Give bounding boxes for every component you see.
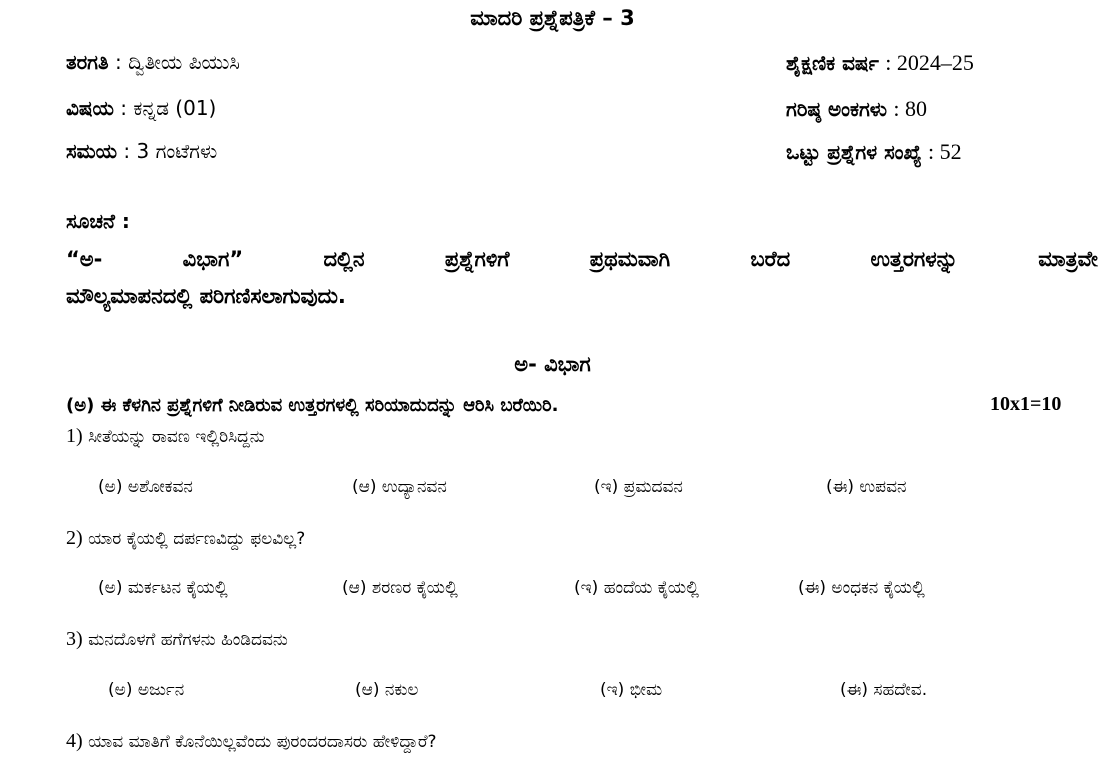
question-number: 4): [66, 730, 83, 752]
note-word: ವಿಭಾಗ”: [182, 247, 244, 271]
question-number: 2): [66, 527, 83, 549]
q2-option-a: (ಅ) ಮರ್ಕಟನ ಕೈಯಲ್ಲಿ: [98, 578, 228, 598]
question-number: 1): [66, 425, 83, 447]
q1-option-d: (ಈ) ಉಪವನ: [826, 477, 907, 497]
question-1: [66, 425, 265, 448]
q3-option-b: (ಆ) ನಕುಲ: [355, 680, 419, 700]
note-word: ಬರೆದ: [750, 247, 791, 271]
section-instruction: (ಅ) ಈ ಕೆಳಗಿನ ಪ್ರಶ್ನೆಗಳಿಗೆ ನೀಡಿರುವ ಉತ್ತರಗಳಲ್ಲಿ ಸರಿಯಾದುದನ್ನು ಆರಿಸಿ ಬರೆಯಿರಿ.: [66, 395, 559, 416]
note-line-2: ಮೌಲ್ಯಮಾಪನದಲ್ಲಿ ಪರಿಗಣಿಸಲಾಗುವುದು.: [66, 284, 346, 308]
subject-value: : ಕನ್ನಡ (01): [120, 96, 217, 120]
class-value: : ದ್ವಿತೀಯ ಪಿಯುಸಿ: [114, 50, 240, 74]
question-4: [66, 730, 437, 753]
max-marks-label: ಗರಿಷ್ಠ ಅಂಕಗಳು: [786, 97, 888, 121]
note-word: ಪ್ರಶ್ನೆಗಳಿಗೆ: [444, 247, 510, 271]
q3-option-c: (ಇ) ಭೀಮ: [600, 680, 663, 700]
question-text: ಯಾವ ಮಾತಿಗೆ ಕೊನೆಯಿಲ್ಲವೆಂದು ಪುರಂದರದಾಸರು ಹೇಳಿದ್ದಾರೆ?: [88, 732, 437, 752]
q2-option-d: (ಈ) ಅಂಧಕನ ಕೈಯಲ್ಲಿ: [798, 578, 925, 598]
note-word: ಮಾತ್ರವೇ: [1038, 247, 1098, 271]
question-number: 3): [66, 628, 83, 650]
academic-year-field: [786, 50, 974, 76]
paper-title: ಮಾದರಿ ಪ್ರಶ್ನೆಪತ್ರಿಕೆ – 3: [470, 6, 635, 30]
q1-option-c: (ಇ) ಪ್ರಮದವನ: [594, 477, 683, 497]
subject-label: ವಿಷಯ: [66, 96, 114, 120]
question-text: ಸೀತೆಯನ್ನು ರಾವಣ ಇಲ್ಲಿರಿಸಿದ್ದನು: [88, 427, 265, 447]
max-marks-value: : 80: [893, 96, 928, 121]
section-title: ಅ- ವಿಭಾಗ: [514, 352, 591, 376]
question-text: ಮನದೊಳಗೆ ಹಗೆಗಳನು ಹಿಂಡಿದವನು: [88, 630, 288, 650]
note-word: ಪ್ರಥಮವಾಗಿ: [589, 247, 671, 271]
academic-year-value: : 2024–25: [885, 50, 974, 75]
note-word: “ಅ-: [66, 247, 103, 271]
q3-option-d: (ಈ) ಸಹದೇವ.: [840, 680, 928, 700]
question-2: [66, 527, 305, 550]
q3-option-a: (ಅ) ಅರ್ಜುನ: [108, 680, 185, 700]
time-value: : 3 ಗಂಟೆಗಳು: [123, 139, 218, 163]
note-heading: ಸೂಚನೆ :: [66, 209, 130, 233]
total-questions-field: [786, 139, 962, 165]
section-marks: 10x1=10: [990, 393, 1062, 415]
total-questions-label: ಒಟ್ಟು ಪ್ರಶ್ನೆಗಳ ಸಂಖ್ಯೆ: [786, 140, 922, 164]
note-word: ದಲ್ಲಿನ: [323, 247, 365, 271]
class-label: ತರಗತಿ: [66, 50, 109, 74]
q2-option-c: (ಇ) ಹಂದೆಯ ಕೈಯಲ್ಲಿ: [574, 578, 699, 598]
question-3: [66, 628, 288, 651]
max-marks-field: [786, 96, 927, 122]
class-field: [66, 50, 240, 74]
academic-year-label: ಶೈಕ್ಷಣಿಕ ವರ್ಷ: [786, 51, 879, 75]
time-label: ಸಮಯ: [66, 139, 118, 163]
q1-option-a: (ಅ) ಅಶೋಕವನ: [98, 477, 193, 497]
q1-option-b: (ಆ) ಉದ್ಯಾನವನ: [352, 477, 447, 497]
time-field: [66, 139, 217, 163]
subject-field: [66, 96, 216, 120]
note-word: ಉತ್ತರಗಳನ್ನು: [870, 247, 958, 271]
total-questions-value: : 52: [928, 139, 962, 164]
question-text: ಯಾರ ಕೈಯಲ್ಲಿ ದರ್ಪಣವಿದ್ದು ಫಲವಿಲ್ಲ?: [88, 529, 306, 549]
q2-option-b: (ಆ) ಶರಣರ ಕೈಯಲ್ಲಿ: [342, 578, 458, 598]
note-line-1: [66, 247, 1098, 272]
